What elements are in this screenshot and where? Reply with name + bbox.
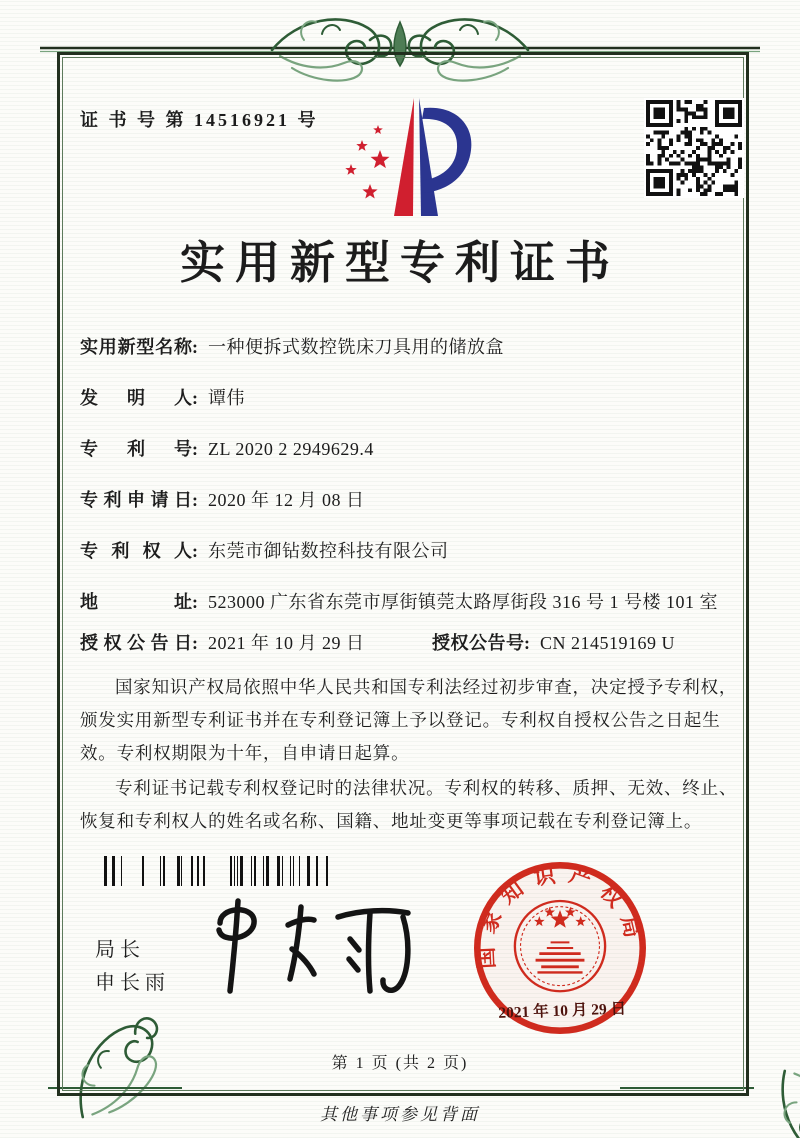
cnipa-logo-icon	[318, 92, 488, 224]
field-utility-model-name	[80, 334, 742, 361]
colon: :	[524, 633, 530, 653]
field-value: ZL 2020 2 2949629.4	[208, 439, 374, 459]
certificate-content	[80, 334, 742, 839]
grant-date	[80, 630, 432, 657]
grant-row	[80, 630, 742, 657]
seal-date: 2021 年 10 月 29 日	[498, 1000, 627, 1022]
signer-title: 局长	[95, 939, 145, 961]
signature-handwriting	[200, 893, 425, 1008]
colon: :	[192, 633, 198, 653]
field-label: 授权公告号	[432, 633, 524, 653]
field-label: 专利申请日	[80, 490, 192, 510]
field-label: 专利权人	[80, 541, 192, 561]
colon: :	[192, 337, 198, 357]
field-label: 专利号	[80, 439, 192, 459]
colon: :	[192, 439, 198, 459]
legal-text	[80, 671, 742, 837]
field-value: 一种便拆式数控铣床刀具用的储放盒	[208, 337, 504, 357]
field-value: 523000 广东省东莞市厚街镇莞太路厚街段 316 号 1 号楼 101 室	[208, 592, 718, 612]
grant-number	[432, 630, 675, 657]
signer-block	[95, 934, 170, 1000]
seal-text: 国家知识产权局	[473, 861, 648, 970]
field-patent-number	[80, 436, 742, 463]
certificate-title: 实用新型专利证书	[179, 238, 620, 288]
field-value: 2021 年 10 月 29 日	[208, 633, 365, 653]
field-patentee	[80, 538, 742, 565]
field-value: 谭伟	[208, 388, 245, 408]
field-label: 实用新型名称	[80, 337, 192, 357]
colon: :	[192, 388, 198, 408]
back-side-note: 其他事项参见背面	[320, 1105, 480, 1124]
signer-name: 申长雨	[95, 972, 170, 994]
field-value: 东莞市御钻数控科技有限公司	[208, 541, 449, 561]
colon: :	[192, 490, 198, 510]
field-application-date	[80, 487, 742, 514]
field-value: 2020 年 12 月 08 日	[208, 490, 365, 510]
page-indicator: 第 1 页 (共 2 页)	[331, 1055, 469, 1072]
field-address	[80, 589, 742, 616]
qr-code	[644, 98, 744, 198]
field-label: 授权公告日	[80, 633, 192, 653]
certificate-number: 证 书 号 第 14516921 号	[80, 110, 319, 130]
field-label: 地址	[80, 592, 192, 612]
legal-paragraph-2: 专利证书记载专利权登记时的法律状况。专利权的转移、质押、无效、终止、恢复和专利权人的姓名或名称、国籍、地址变更等事项记载在专利登记簿上。	[80, 777, 738, 831]
official-seal	[466, 854, 654, 1042]
legal-paragraph-1: 国家知识产权局依照中华人民共和国专利法经过初步审查，决定授予专利权，颁发实用新型专利证书并在专利登记簿上予以登记。专利权自授权公告之日起生效。专利权期限为十年，自申请日起算。	[80, 677, 738, 763]
colon: :	[192, 541, 198, 561]
field-label: 发明人	[80, 388, 192, 408]
field-inventor	[80, 385, 742, 412]
barcode	[100, 856, 332, 886]
field-value: CN 214519169 U	[540, 633, 676, 653]
colon: :	[192, 592, 198, 612]
